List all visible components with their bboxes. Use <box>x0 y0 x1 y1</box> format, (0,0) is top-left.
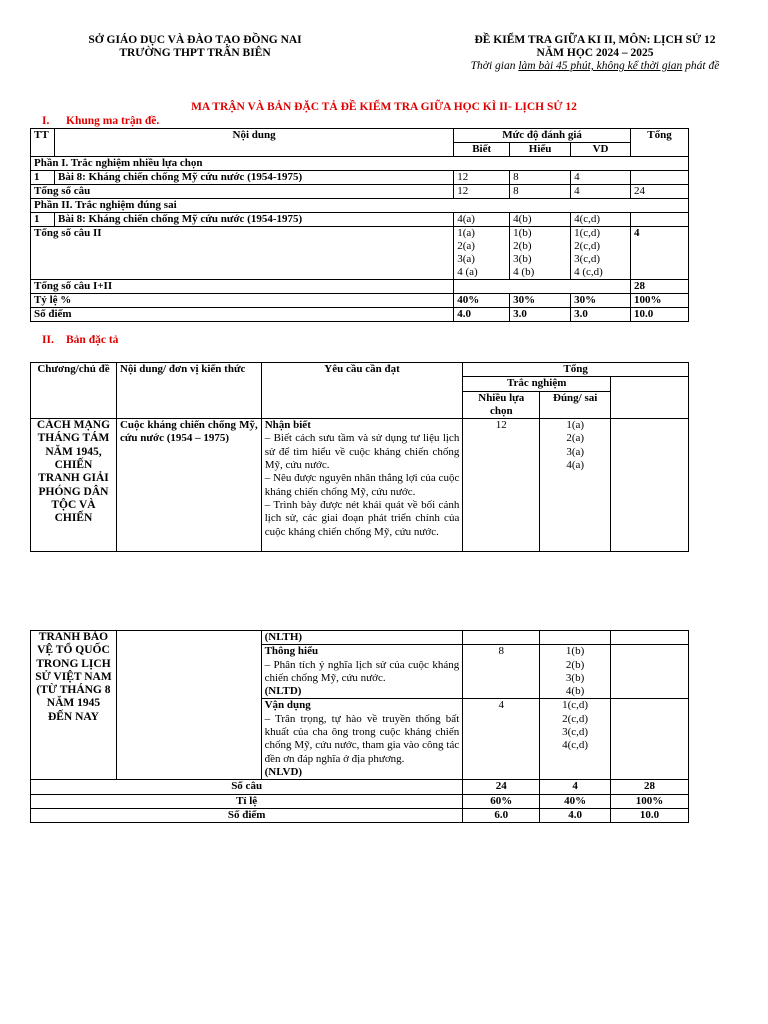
spec-vd-tf-line: 3(c,d) <box>562 726 589 739</box>
spec-th-total <box>611 645 689 699</box>
matrix-p2-total-biet-line: 4 (a) <box>457 266 478 278</box>
spec-header-mc: Nhiều lựa chọn <box>463 391 540 419</box>
school-name: TRƯỜNG THPT TRẤN BIÊN <box>119 47 271 59</box>
matrix-p1-total <box>631 171 689 185</box>
matrix-p1-total-vd: 4 <box>571 185 631 199</box>
spec-footer-ratio-tf: 40% <box>540 794 611 808</box>
matrix-score-hieu: 3.0 <box>510 308 571 322</box>
spec-th-tf-line: 4(b) <box>565 685 585 698</box>
spec-header-total: Tổng <box>463 363 689 377</box>
spec-nb-total <box>611 419 689 552</box>
matrix-p1-total-hieu: 8 <box>510 185 571 199</box>
school-header <box>40 34 350 60</box>
spec-table-page2 <box>30 630 689 823</box>
spec-th-tf-line: 1(b) <box>565 645 585 658</box>
matrix-p2-total <box>631 213 689 227</box>
spec-nb-tf-line: 1(a) <box>566 419 585 432</box>
matrix-p2-total-label: Tổng số câu II <box>31 227 454 280</box>
spec-header-content: Nội dung/ đơn vị kiến thức <box>116 363 261 419</box>
spec-th-code: (NLTD) <box>264 685 302 698</box>
spec-chapter-part2: TRANH BẢO VỆ TỔ QUỐC TRONG LỊCH SỬ VIỆT NAM (TỪ THÁNG 8 NĂM 1945 ĐẾN NAY <box>31 631 117 780</box>
matrix-p2-biet: 4(a) <box>454 213 510 227</box>
spec-footer-ratio-mc: 60% <box>463 794 540 808</box>
exam-time-suffix: phát đề <box>682 60 720 72</box>
school-year: NĂM HỌC 2024 – 2025 <box>536 47 654 59</box>
spec-footer-score-total: 10.0 <box>611 808 689 822</box>
spec-th-text: – Phân tích ý nghĩa lịch sử của cuộc kháng chiến chống Mỹ, cứu nước. <box>264 658 460 684</box>
matrix-header-tt: TT <box>31 129 55 157</box>
matrix-p2-total-vd-line: 4 (c,d) <box>574 266 603 278</box>
spec-nlth-tf <box>540 631 611 645</box>
spec-nb-line: – Nêu được nguyên nhân thắng lợi của cuộc kháng chiến chống Mỹ, cứu nước. <box>264 472 460 498</box>
matrix-score-biet: 4.0 <box>454 308 510 322</box>
matrix-ratio-vd: 30% <box>571 294 631 308</box>
matrix-p2-total-vd-line: 3(c,d) <box>574 253 601 265</box>
matrix-sum-total: 28 <box>631 280 689 294</box>
section-1-heading <box>42 115 159 127</box>
matrix-sum-label: Tổng số câu I+II <box>31 280 454 294</box>
spec-vd-total <box>611 699 689 780</box>
matrix-p1-biet: 12 <box>454 171 510 185</box>
spec-footer-count-label: Số câu <box>31 780 463 794</box>
matrix-p2-total-all: 4 <box>631 227 689 280</box>
spec-vd-tf-line: 2(c,d) <box>562 712 589 725</box>
matrix-header-biet: Biết <box>454 143 510 157</box>
spec-nb-tf-line: 3(a) <box>566 445 585 458</box>
matrix-p1-total-biet: 12 <box>454 185 510 199</box>
matrix-p2-total-biet-line: 1(a) <box>457 227 475 239</box>
spec-content-continued <box>116 631 261 780</box>
spec-header-chapter: Chương/chủ đề <box>31 363 117 419</box>
spec-thong-hieu <box>261 645 463 699</box>
section-2-label: Bản đặc tả <box>66 334 119 346</box>
spec-nlth-total <box>611 631 689 645</box>
spec-vd-title: Vận dụng <box>264 699 311 712</box>
matrix-score-vd: 3.0 <box>571 308 631 322</box>
spec-nhan-biet <box>261 419 463 552</box>
matrix-p1-lesson: Bài 8: Kháng chiến chống Mỹ cứu nước (1954-1975) <box>54 171 453 185</box>
matrix-part-1: Phần I. Trắc nghiệm nhiều lựa chọn <box>31 157 689 171</box>
matrix-p2-total-hieu <box>510 227 571 280</box>
matrix-ratio-biet: 40% <box>454 294 510 308</box>
section-1-label: Khung ma trận đề. <box>66 115 160 127</box>
matrix-header-content: Nội dung <box>54 129 453 157</box>
spec-vd-mc: 4 <box>463 699 540 780</box>
spec-nb-title: Nhận biết <box>264 419 311 432</box>
spec-header-requirement: Yêu cầu cần đạt <box>261 363 463 419</box>
matrix-part-2: Phần II. Trắc nghiệm đúng sai <box>31 199 689 213</box>
exam-title: ĐỀ KIỂM TRA GIỮA KI II, MÔN: LỊCH SỬ 12 <box>474 34 716 46</box>
section-2-heading <box>42 334 118 346</box>
spec-vd-text: – Trân trọng, tự hào về truyền thống bất khuất của cha ông trong cuộc kháng chiến chống Mỹ, cứu nước, tham gia vào công tác đền ơn đáp nghĩa ở địa phương. <box>264 712 460 765</box>
exam-header <box>440 34 750 73</box>
spec-footer-count-mc: 24 <box>463 780 540 794</box>
spec-footer-ratio-total: 100% <box>611 794 689 808</box>
spec-th-tf-line: 2(b) <box>565 658 585 671</box>
matrix-p2-total-biet-line: 3(a) <box>457 253 475 265</box>
spec-nb-tf-line: 2(a) <box>566 432 585 445</box>
matrix-table <box>30 128 689 322</box>
spec-footer-ratio-label: Tỉ lệ <box>31 794 463 808</box>
spec-van-dung <box>261 699 463 780</box>
section-2-number: II. <box>42 334 54 346</box>
spec-th-tf-line: 3(b) <box>565 671 585 684</box>
matrix-p2-total-hieu-line: 3(b) <box>513 253 532 265</box>
spec-nb-mc: 12 <box>463 419 540 552</box>
matrix-p2-total-vd-line: 1(c,d) <box>574 227 601 239</box>
department-name: SỞ GIÁO DỤC VÀ ĐÀO TẠO ĐỒNG NAI <box>88 34 302 46</box>
matrix-header-level: Mức độ đánh giá <box>454 129 631 143</box>
matrix-p2-hieu: 4(b) <box>510 213 571 227</box>
spec-vd-tf-line: 4(c,d) <box>562 739 589 752</box>
matrix-p2-total-vd <box>571 227 631 280</box>
spec-chapter-part1: CÁCH MẠNG THÁNG TÁM NĂM 1945, CHIẾN TRANH GIẢI PHÓNG DÂN TỘC VÀ CHIẾN <box>31 419 117 552</box>
exam-time-underlined: làm bài 45 phút, không kể thời gian <box>518 60 683 72</box>
matrix-p2-total-biet-line: 2(a) <box>457 240 475 252</box>
matrix-ratio-label: Tỷ lệ % <box>31 294 454 308</box>
matrix-p2-total-hieu-line: 1(b) <box>513 227 532 239</box>
spec-vd-code: (NLVD) <box>264 765 303 778</box>
matrix-p2-total-hieu-line: 4 (b) <box>513 266 535 278</box>
matrix-p2-lesson: Bài 8: Kháng chiến chống Mỹ cứu nước (1954-1975) <box>54 213 453 227</box>
spec-content: Cuộc kháng chiến chống Mỹ, cứu nước (1954 – 1975) <box>116 419 261 552</box>
spec-vd-tf-line: 1(c,d) <box>562 699 589 712</box>
matrix-p1-total-all: 24 <box>631 185 689 199</box>
matrix-p2-vd: 4(c,d) <box>571 213 631 227</box>
matrix-p1-num: 1 <box>31 171 55 185</box>
matrix-ratio-hieu: 30% <box>510 294 571 308</box>
spec-header-tracnghiem: Trắc nghiệm <box>463 377 611 391</box>
spec-th-title: Thông hiểu <box>264 645 319 658</box>
spec-header-tf: Đúng/ sai <box>540 391 611 419</box>
document-title: MA TRẬN VÀ BẢN ĐẶC TẢ ĐỀ KIỂM TRA GIỮA HỌC KÌ II- LỊCH SỬ 12 <box>191 101 577 113</box>
spec-footer-count-total: 28 <box>611 780 689 794</box>
matrix-ratio-total: 100% <box>631 294 689 308</box>
spec-footer-score-label: Số điểm <box>31 808 463 822</box>
spec-table-page1 <box>30 362 689 552</box>
spec-nlth: (NLTH) <box>261 631 463 645</box>
matrix-p2-total-vd-line: 2(c,d) <box>574 240 601 252</box>
spec-footer-score-tf: 4.0 <box>540 808 611 822</box>
matrix-score-label: Số điểm <box>31 308 454 322</box>
matrix-p2-total-hieu-line: 2(b) <box>513 240 532 252</box>
spec-nb-line: – Trình bày được nét khái quát về bối cảnh lịch sử, các giai đoạn phát triển chính của cuộc kháng chiến chống Mỹ, cứu nước. <box>264 498 460 538</box>
spec-nb-line: – Biết cách sưu tầm và sử dụng tư liệu lịch sử để tìm hiểu về cuộc kháng chiến chống Mỹ, cứu nước. <box>264 432 460 472</box>
matrix-p2-num: 1 <box>31 213 55 227</box>
matrix-p1-total-label: Tổng số câu <box>31 185 454 199</box>
matrix-sum-empty <box>454 280 631 294</box>
spec-header-empty <box>611 377 689 419</box>
exam-time-prefix: Thời gian <box>470 60 519 72</box>
spec-th-mc: 8 <box>463 645 540 699</box>
spec-vd-tf <box>540 699 611 780</box>
matrix-p1-hieu: 8 <box>510 171 571 185</box>
spec-th-tf <box>540 645 611 699</box>
exam-time <box>440 60 750 73</box>
matrix-p1-vd: 4 <box>571 171 631 185</box>
section-1-number: I. <box>42 115 50 127</box>
spec-footer-count-tf: 4 <box>540 780 611 794</box>
matrix-score-total: 10.0 <box>631 308 689 322</box>
spec-footer-score-mc: 6.0 <box>463 808 540 822</box>
spec-nlth-mc <box>463 631 540 645</box>
spec-nb-tf <box>540 419 611 552</box>
matrix-header-total: Tổng <box>631 129 689 157</box>
matrix-header-hieu: Hiểu <box>510 143 571 157</box>
matrix-header-vd: VD <box>571 143 631 157</box>
matrix-p2-total-biet <box>454 227 510 280</box>
spec-nb-tf-line: 4(a) <box>566 459 585 472</box>
